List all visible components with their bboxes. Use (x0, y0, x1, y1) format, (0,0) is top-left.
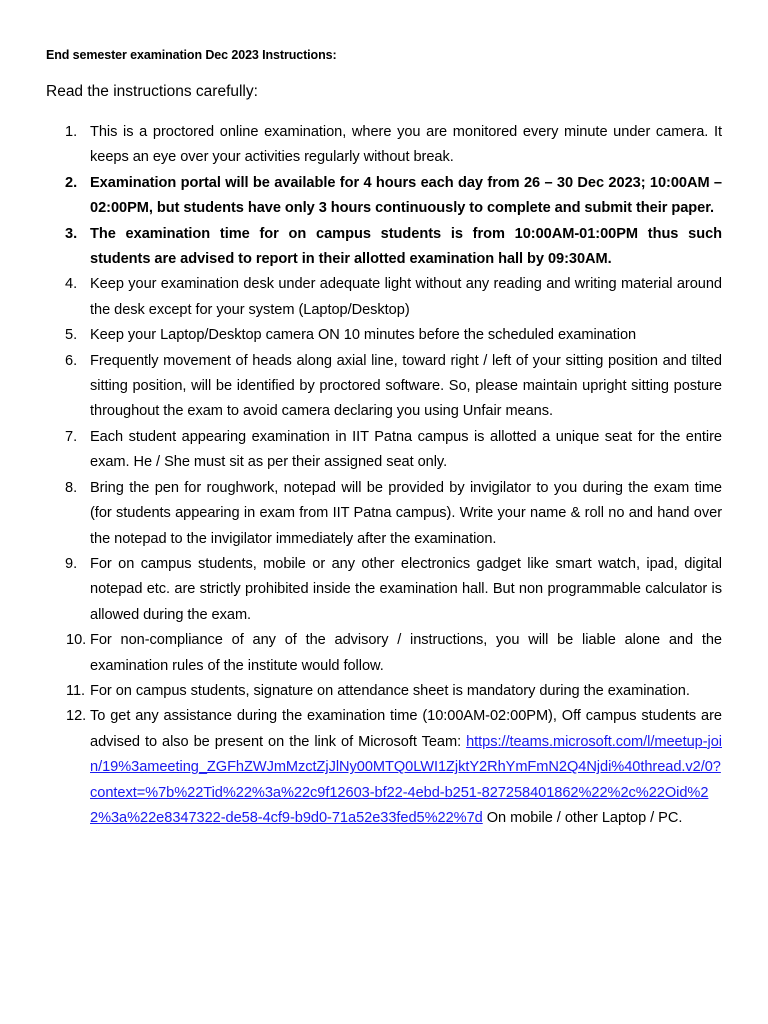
instruction-text: Examination portal will be available for 4 hours each day from 26 – 30 Dec 2023; 10:00AM – 02:00PM, but students have only 3 hours continuously to complete and submit their paper. (90, 174, 722, 217)
instruction-item-4 (46, 272, 722, 323)
instruction-item-9 (46, 552, 722, 628)
instruction-text: Keep your examination desk under adequate light without any reading and writing material around the desk except for your system (Laptop/Desktop) (90, 276, 722, 318)
instruction-text: The examination time for on campus students is from 10:00AM-01:00PM thus such students are advised to report in their allotted examination hall by 09:30AM. (90, 225, 722, 268)
document-heading: End semester examination Dec 2023 Instructions: (46, 48, 337, 62)
instruction-list (46, 120, 722, 831)
instruction-number: 5. (65, 327, 78, 344)
instruction-number: 12. (66, 708, 87, 725)
instruction-text: Frequently movement of heads along axial line, toward right / left of your sitting position and tilted sitting position, will be identified by proctored software. So, please maintain upright sitting posture throughout the exam to avoid camera declaring you using Unfair means. (90, 352, 722, 420)
instruction-number: 10. (66, 632, 87, 649)
instruction-item-7 (46, 425, 722, 476)
instruction-number: 9. (65, 555, 78, 572)
instruction-item-12 (46, 704, 722, 831)
instruction-item-6 (46, 349, 722, 425)
instruction-text: This is a proctored online examination, where you are monitored every minute under camera. It keeps an eye over your activities regularly without break. (90, 124, 722, 166)
instruction-number: 3. (65, 225, 78, 242)
instruction-number: 8. (65, 479, 78, 496)
instruction-number: 1. (65, 124, 78, 140)
instruction-item-2 (46, 171, 722, 222)
instruction-number: 2. (65, 174, 78, 191)
instruction-item-11 (46, 679, 722, 704)
instruction-item-3 (46, 222, 722, 273)
instruction-item-8 (46, 476, 722, 552)
instruction-text: Bring the pen for roughwork, notepad will be provided by invigilator to you during the exam time (for students appearing in exam from IIT Patna campus). Write your name & roll no and hand over the notepad to the invigilator immediately after the examination. (90, 479, 722, 547)
instruction-item-10 (46, 628, 722, 679)
instruction-text: For non-compliance of any of the advisory / instructions, you will be liable alone and the examination rules of the institute would follow. (90, 632, 722, 674)
instruction-item-5 (46, 323, 722, 348)
instruction-text: Keep your Laptop/Desktop camera ON 10 minutes before the scheduled examination (90, 327, 637, 344)
instruction-number: 4. (65, 276, 78, 293)
instruction-text (90, 704, 722, 831)
instruction-item-1 (46, 120, 722, 171)
instruction-text-before-link: To get any assistance during the examination time (10:00AM-02:00PM), Off campus students are advised to also be present on the link of Microsoft Team: (90, 708, 722, 750)
instruction-number: 7. (65, 428, 78, 445)
instruction-text: For on campus students, mobile or any other electronics gadget like smart watch, ipad, digital notepad etc. are strictly prohibited inside the examination hall. But non programmable calculator is allowed during the exam. (90, 555, 722, 623)
microsoft-teams-link[interactable]: https://teams.microsoft.com/l/meetup-join/19%3ameeting_ZGFhZWJmMzctZjJlNy00MTQ0LWI1ZjktY2RhYmFmN2Q4Njdi%40thread.v2/0?context=%7b%22Tid%22%3a%22c9f12603-bf22-4ebd-b251-827258401862%22%2c%22Oid%22%3a%22e8347322-de58-4cf9-b9d0-71a52e33fed5%22%7d (90, 733, 722, 826)
instruction-number: 11. (66, 682, 86, 699)
instruction-number: 6. (65, 352, 78, 369)
intro-text: Read the instructions carefully: (46, 83, 258, 100)
instruction-text: For on campus students, signature on attendance sheet is mandatory during the examination. (90, 682, 690, 699)
instruction-text: Each student appearing examination in IIT Patna campus is allotted a unique seat for the entire exam. He / She must sit as per their assigned seat only. (90, 428, 722, 471)
instruction-text-after-link: On mobile / other Laptop / PC. (482, 809, 683, 826)
